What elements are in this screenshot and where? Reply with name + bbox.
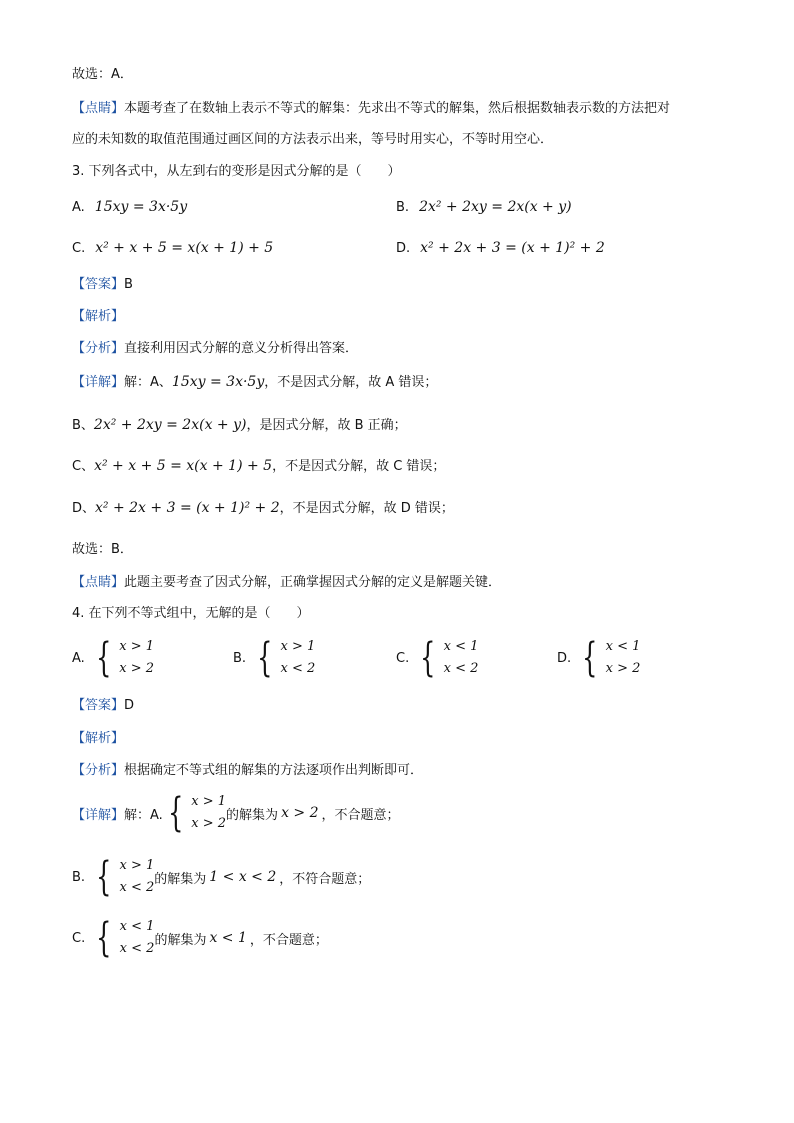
q4-answer: 【答案】D [72,698,135,713]
q4-option-b: B. { x > 1 x < 2 [233,635,316,681]
q3-conclusion: 故选：B． [72,542,133,557]
q3-option-a: A. 15xy = 3x·5y [72,199,188,215]
q4-option-c: C. { x < 1 x < 2 [396,635,479,681]
q3-option-d: D. x² + 2x + 3 = (x + 1)² + 2 [396,240,605,256]
q3-detail-b: B、2x² + 2xy = 2x(x + y)，是因式分解，故 B 正确； [72,417,407,433]
prev-dianjing: 【点睛】本题考查了在数轴上表示不等式的解集：先求出不等式的解集，然后根据数轴表示数的方法把对 [72,101,671,116]
q3-detail-c: C、x² + x + 5 = x(x + 1) + 5，不是因式分解，故 C 错误； [72,458,446,474]
question-4: 4. 在下列不等式组中，无解的是（ ） [72,606,310,621]
q3-fenxi: 【分析】直接利用因式分解的意义分析得出答案． [72,341,359,356]
q4-fenxi: 【分析】根据确定不等式组的解集的方法逐项作出判断即可． [72,763,424,778]
q4-option-d: D. { x < 1 x > 2 [557,635,641,681]
q3-dianjing: 【点睛】此题主要考查了因式分解，正确掌握因式分解的定义是解题关键． [72,575,502,590]
q3-jiexi: 【解析】 [72,309,125,324]
q3-detail-a: 【详解】解：A、15xy = 3x·5y，不是因式分解，故 A 错误； [72,374,438,390]
q4-detail-b: B. { x > 1 x < 2 的解集为 1 < x < 2 ，不符合题意； [72,854,371,900]
prev-answer: 故选：A． [72,67,133,82]
q3-option-c: C. x² + x + 5 = x(x + 1) + 5 [72,240,274,256]
question-3: 3. 下列各式中，从左到右的变形是因式分解的是（ ） [72,164,401,179]
q3-answer: 【答案】B [72,277,133,292]
q3-option-b: B. 2x² + 2xy = 2x(x + y) [396,199,572,215]
prev-dianjing-cont: 应的未知数的取值范围通过画区间的方法表示出来，等号时用实心，不等时用空心． [72,132,554,147]
q4-detail-c: C. { x < 1 x < 2 的解集为 x < 1 ，不合题意； [72,915,328,961]
q3-detail-d: D、x² + 2x + 3 = (x + 1)² + 2，不是因式分解，故 D 错误； [72,500,454,516]
q4-jiexi: 【解析】 [72,731,125,746]
dianjing-tag: 【点睛】 [72,101,125,116]
q4-option-a: A. { x > 1 x > 2 [72,635,155,681]
q4-detail-a: 【详解】 解：A. { x > 1 x > 2 的解集为 x > 2 ，不合题意； [72,790,400,836]
